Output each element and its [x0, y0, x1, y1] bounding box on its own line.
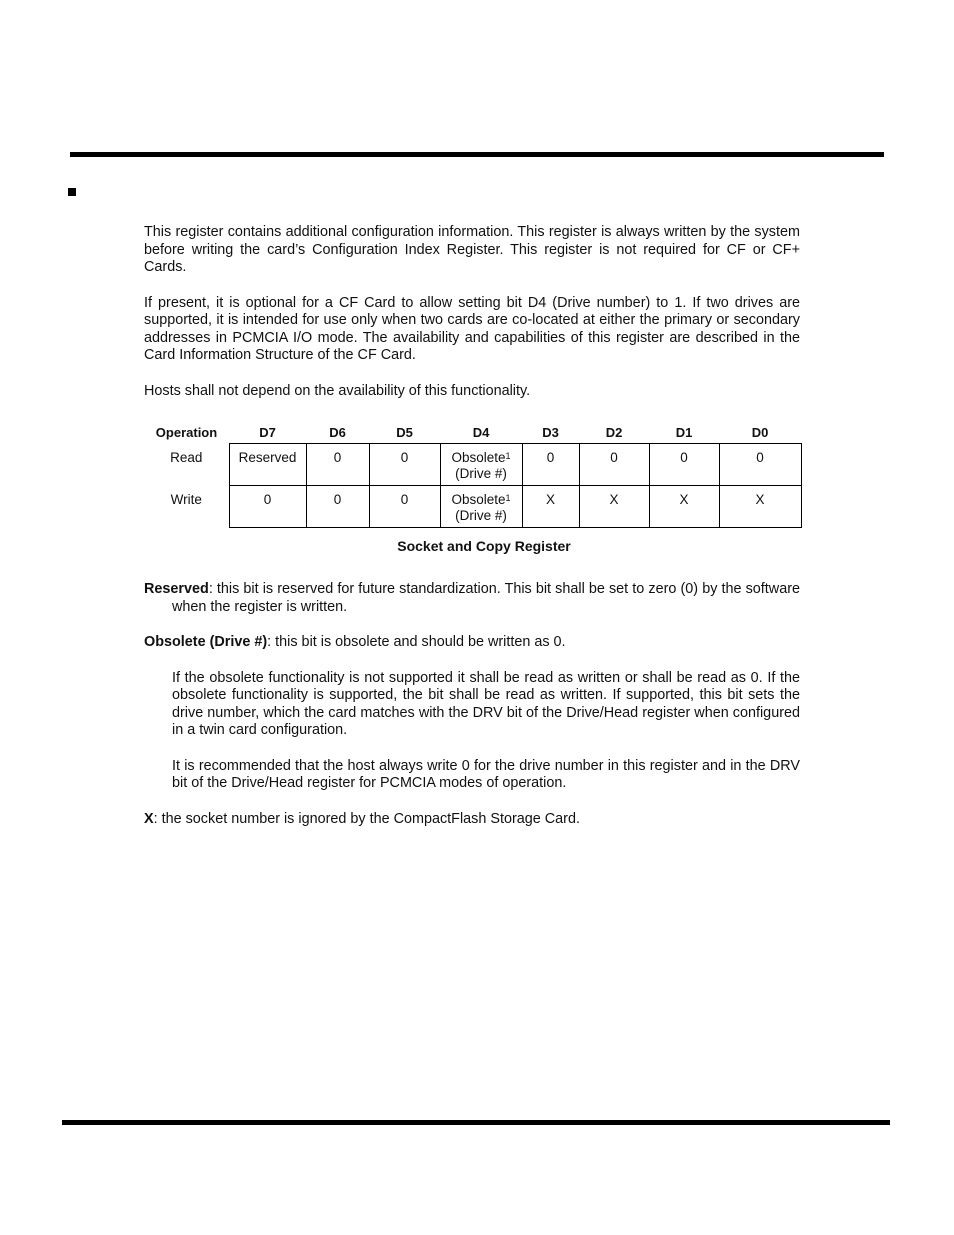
cell-d2: X [579, 486, 649, 528]
header-d1: D1 [675, 424, 693, 440]
table-header-row [144, 424, 801, 444]
header-d6: D6 [329, 424, 346, 440]
header-d5: D5 [396, 424, 413, 440]
cell-d1: 0 [649, 444, 719, 486]
cell-d6: 0 [306, 444, 369, 486]
register-table-wrapper [144, 424, 804, 528]
header-d0: D0 [751, 424, 769, 440]
cell-d4-sub: (Drive #) [455, 508, 507, 523]
row-op-label: Read [170, 449, 203, 465]
register-table [144, 424, 802, 528]
x-text: : the socket number is ignored by the CompactFlash Storage Card. [153, 810, 580, 827]
table-row-write [144, 486, 801, 528]
header-operation: Operation [155, 424, 218, 440]
footnote-marker: 1 [505, 493, 511, 503]
cell-d2: 0 [579, 444, 649, 486]
cell-d5: 0 [369, 444, 440, 486]
definitions-section [144, 581, 800, 846]
table-caption: Socket and Copy Register [397, 538, 571, 554]
obsolete-definition [144, 634, 800, 652]
cell-d4 [440, 444, 522, 486]
reserved-text: : this bit is reserved for future standardization. This bit shall be set to zero (0) by the software when the register is written. [172, 581, 800, 615]
cell-d4-sub: (Drive #) [455, 466, 507, 481]
x-definition [144, 811, 800, 829]
cell-d4-main: Obsolete [451, 450, 506, 465]
intro-paragraph-3: Hosts shall not depend on the availability of this functionality. [144, 382, 531, 399]
cell-d6: 0 [306, 486, 369, 528]
obsolete-paragraph-2: It is recommended that the host always write 0 for the drive number in this register and in the DRV bit of the Drive/Head register for PCMCIA modes of operation. [172, 757, 800, 791]
row-op-label: Write [170, 491, 202, 507]
reserved-term: Reserved [144, 581, 209, 597]
cell-d5: 0 [369, 486, 440, 528]
footer-rule [62, 1120, 890, 1125]
cell-d3: X [522, 486, 579, 528]
cell-d7: 0 [229, 486, 306, 528]
table-row-read [144, 444, 801, 486]
header-d3: D3 [542, 424, 559, 440]
cell-d4-main: Obsolete [451, 492, 506, 507]
cell-d3: 0 [522, 444, 579, 486]
header-d7: D7 [259, 424, 276, 440]
footnote-marker: 1 [505, 451, 511, 461]
cell-d0: 0 [719, 444, 801, 486]
intro-paragraph-2: If present, it is optional for a CF Card to allow setting bit D4 (Drive number) to 1. If two drives are supported, it is intended for use only when two cards are co-located at either the primary or secondary addresses in PCMCIA I/O mode. The availability and capabilities of this register are described in the Card Information Structure of the CF Card. [144, 294, 800, 363]
obsolete-paragraph-1: If the obsolete functionality is not supported it shall be read as written or shall be read as 0. If the obsolete functionality is supported, the bit shall be read as written. If supported, this bit sets the drive number, which the card matches with the DRV bit of the Drive/Head register when configured in a twin card configuration. [172, 669, 800, 738]
header-rule [70, 152, 884, 157]
intro-paragraph-1: This register contains additional configuration information. This register is always written by the system before writing the card’s Configuration Index Register. This register is not required for CF or CF+ Cards. [144, 224, 800, 275]
intro-section [144, 224, 800, 418]
header-d2: D2 [605, 424, 623, 440]
section-bullet-icon [68, 188, 76, 196]
cell-d7: Reserved [229, 444, 306, 486]
cell-d4 [440, 486, 522, 528]
obsolete-term: Obsolete (Drive #) [144, 634, 268, 650]
cell-d1: X [649, 486, 719, 528]
x-term: X [144, 810, 154, 827]
obsolete-text: : this bit is obsolete and should be written as 0. [267, 634, 566, 650]
reserved-definition [144, 581, 800, 616]
cell-d0: X [719, 486, 801, 528]
header-d4: D4 [472, 424, 490, 440]
